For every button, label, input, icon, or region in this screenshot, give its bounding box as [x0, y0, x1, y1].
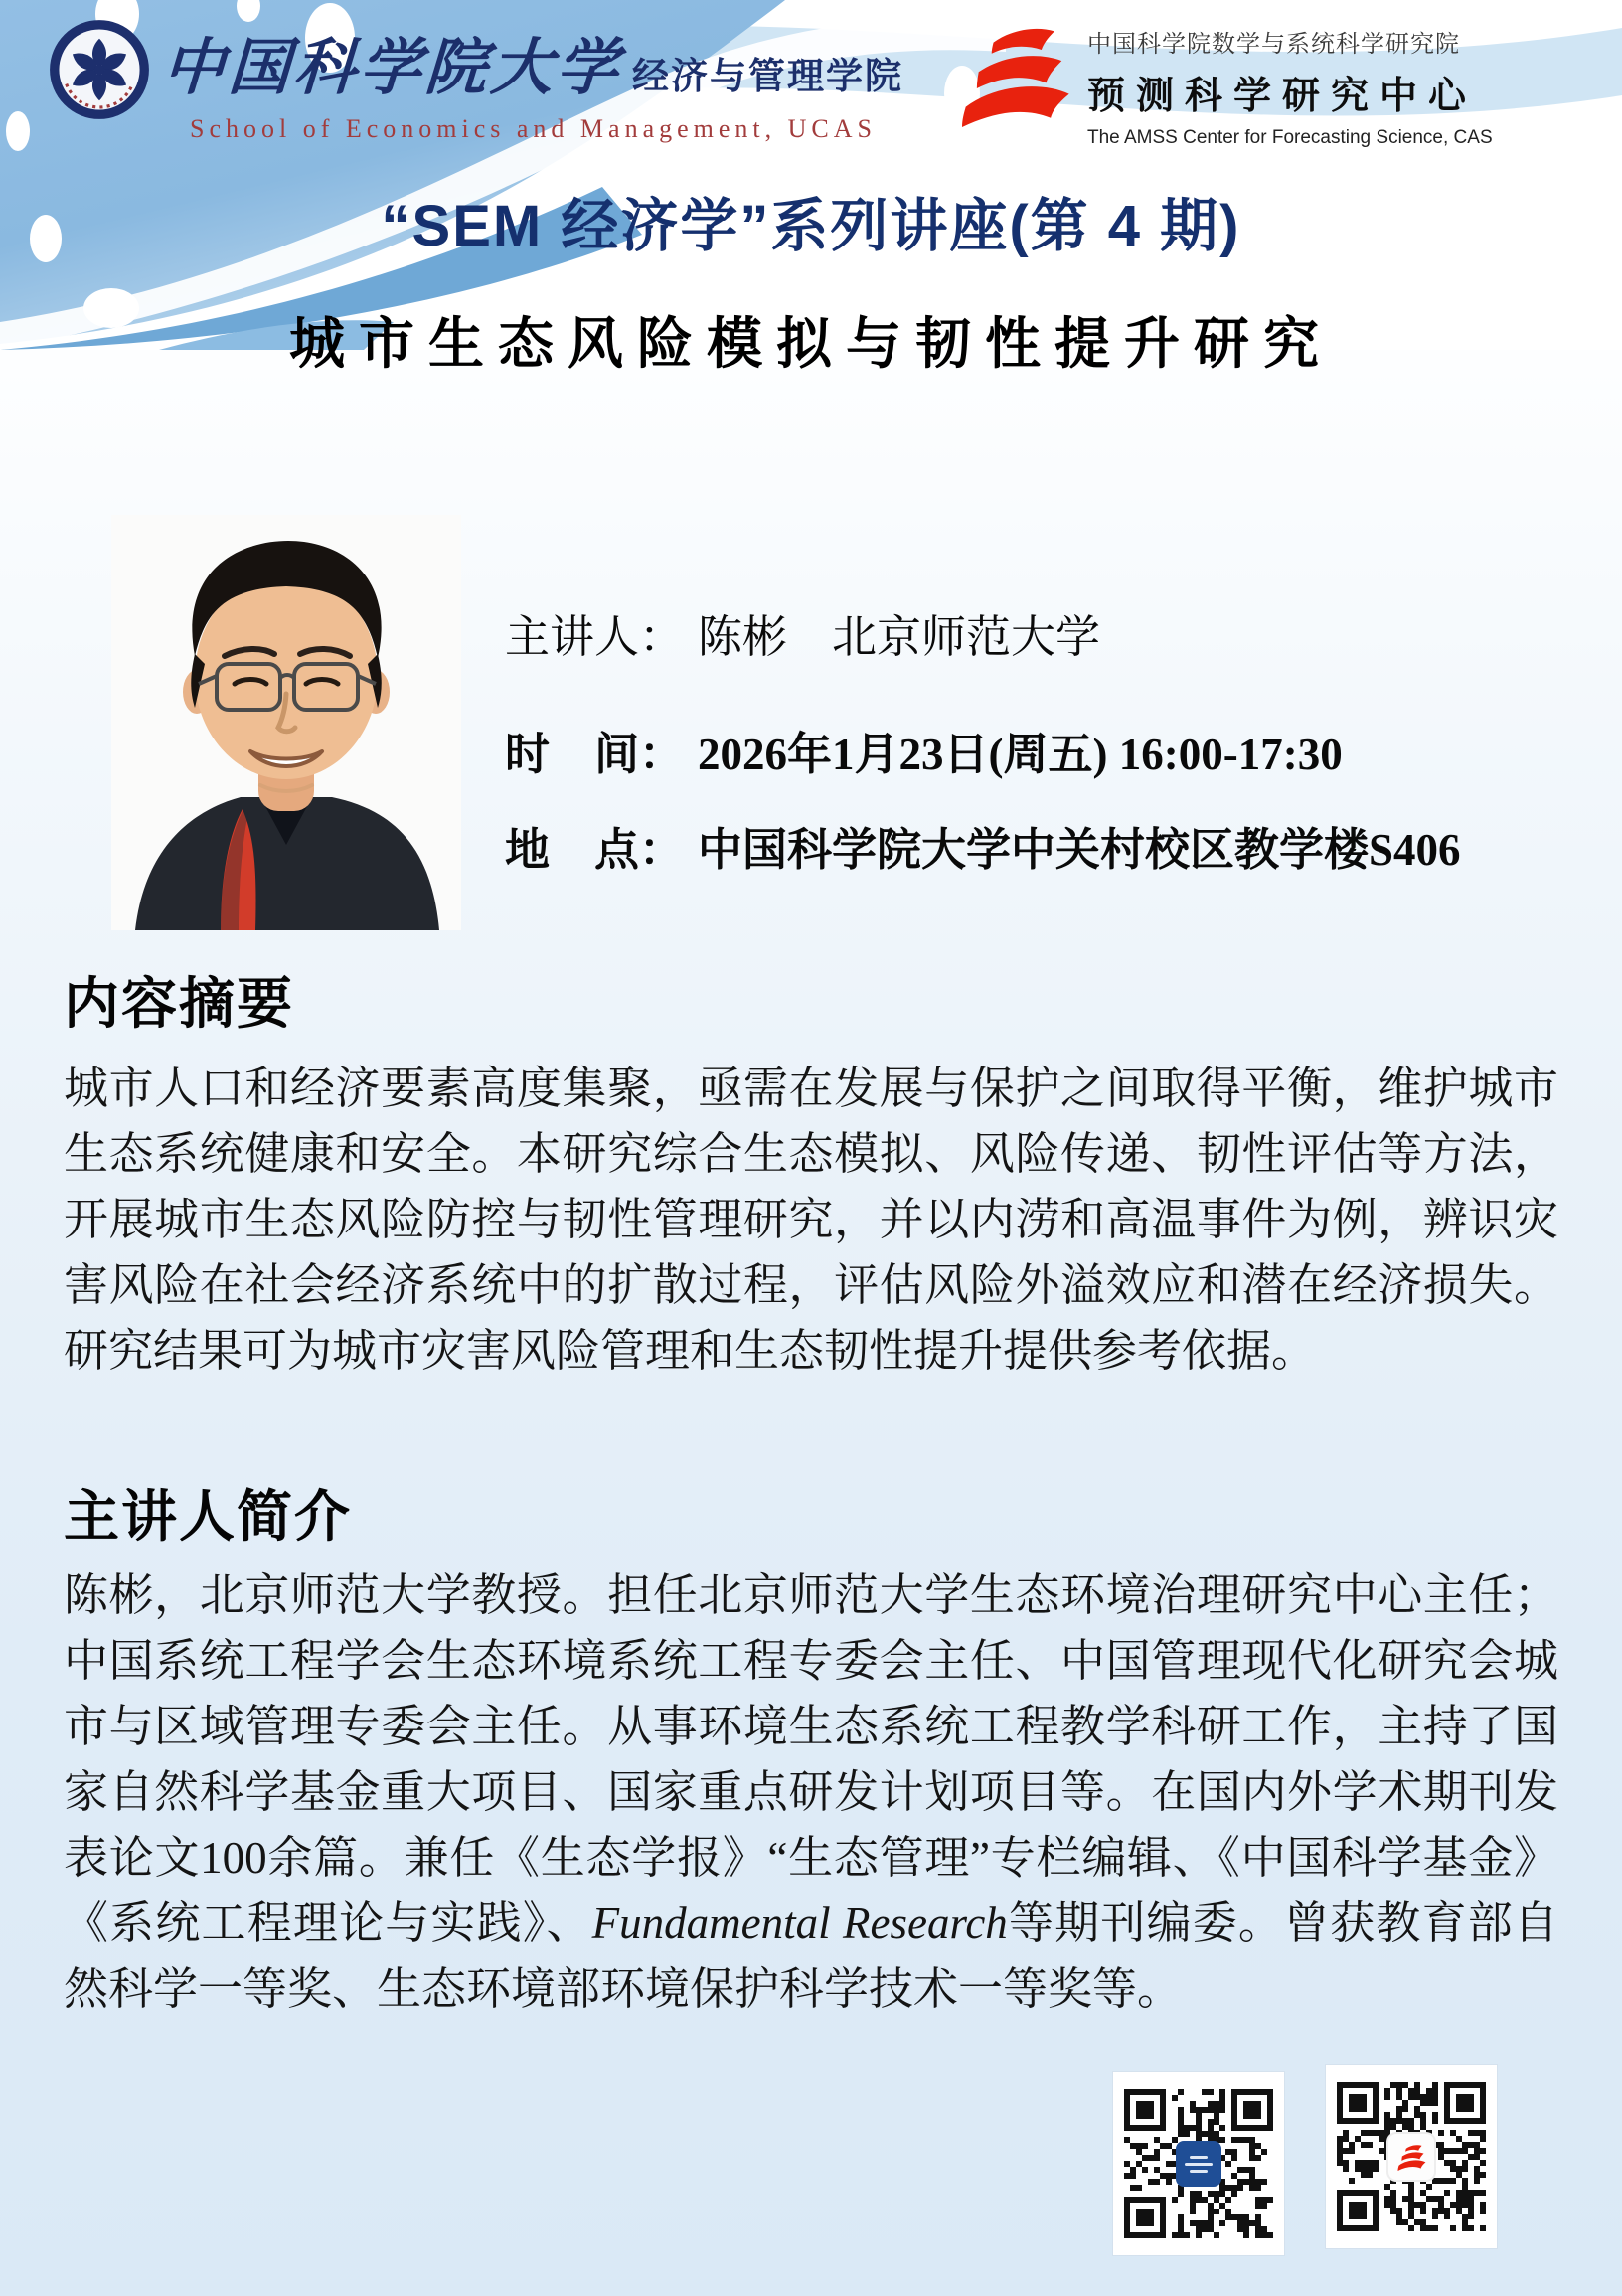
- amss-center-name: 预测科学研究中心: [1087, 76, 1478, 117]
- amss-institute-name: 中国科学院数学与系统科学研究院: [1087, 31, 1460, 58]
- ucas-school-name-en: School of Economics and Management, UCAS: [189, 114, 878, 143]
- journal-name-italic: Fundamental Research: [591, 1898, 1008, 1948]
- amss-mini-logo-icon: [1396, 2144, 1426, 2171]
- sem-qr-center-logo: [1176, 2141, 1221, 2187]
- time-value: 2026年1月23日(周五) 16:00-17:30: [698, 730, 1343, 779]
- ucas-school-name-cn: 经济与管理学院: [632, 57, 904, 97]
- amss-logo-icon: [956, 24, 1071, 127]
- speaker-line: [505, 600, 1100, 665]
- location-line: [505, 813, 1461, 878]
- bio-text: [64, 1562, 1558, 2022]
- abstract-text: 城市人口和经济要素高度集聚，亟需在发展与保护之间取得平衡，维护城市生态系统健康和安全。本研究综合生态模拟、风险传递、韧性评估等方法，开展城市生态风险防控与韧性管理研究，并以内涝和高温事件为例，辨识灾害风险在社会经济系统中的扩散过程，评估风险外溢效应和潜在经济损失。研究结果可为城市灾害风险管理和生态韧性提升提供参考依据。: [64, 1064, 1558, 1376]
- ucas-emblem-icon: [48, 18, 151, 121]
- ucas-logo-block: [48, 18, 903, 144]
- amss-qr-code: [1326, 2065, 1497, 2248]
- bio-text-after: 等期刊编委。曾获教育部自然科学一等奖、生态环境部环境保护科学技术一等奖等。: [64, 1898, 1558, 2014]
- ucas-name-calligraphy: 中国科学院大学: [160, 35, 624, 102]
- location-value: 中国科学院大学中关村校区教学楼S406: [698, 825, 1461, 875]
- speaker-value: 陈彬 北京师范大学: [698, 612, 1101, 662]
- location-label: 地 点：: [505, 825, 685, 875]
- time-label: 时 间：: [505, 730, 685, 779]
- series-title: “SEM 经济学”系列讲座(第 4 期): [381, 194, 1241, 258]
- time-line: [505, 718, 1343, 782]
- lecture-title: 城市生态风险模拟与韧性提升研究: [289, 314, 1333, 376]
- amss-center-name-en: The AMSS Center for Forecasting Science, CAS: [1087, 127, 1493, 148]
- speaker-photo: [111, 515, 461, 930]
- sem-qr-code: [1113, 2072, 1284, 2255]
- bio-heading: 主讲人简介: [64, 1485, 352, 1548]
- bio-text-before: 陈彬，北京师范大学教授。担任北京师范大学生态环境治理研究中心主任；中国系统工程学会生态环境系统工程专委会主任、中国管理现代化研究会城市与区域管理专委会主任。从事环境生态系统工程教学科研工作，主持了国家自然科学基金重大项目、国家重点研发计划项目等。在国内外学术期刊发表论文100余篇。兼任《生态学报》“生态管理”专栏编辑、《中国科学基金》《系统工程理论与实践》、: [64, 1570, 1558, 1948]
- speaker-label: 主讲人：: [505, 612, 685, 662]
- abstract-heading: 内容摘要: [64, 972, 294, 1035]
- amss-logo-block: [956, 24, 1493, 149]
- amss-qr-center-logo: [1388, 2134, 1434, 2180]
